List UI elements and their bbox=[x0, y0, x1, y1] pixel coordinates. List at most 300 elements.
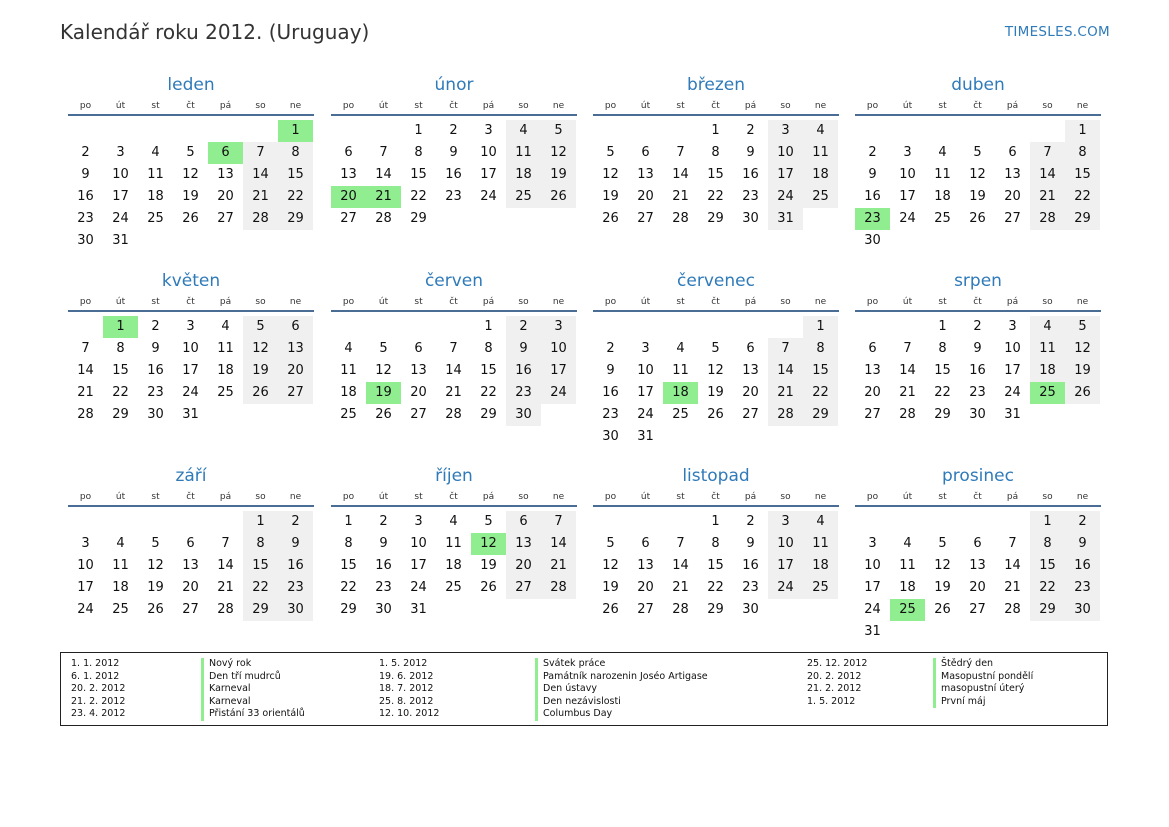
legend-holiday-name: Karneval bbox=[201, 696, 305, 709]
day-cell: 11 bbox=[112, 558, 129, 573]
day-cell: 21 bbox=[768, 382, 803, 404]
day-cell: 30 bbox=[77, 233, 94, 248]
weekday-label: čt bbox=[973, 101, 982, 111]
days-grid bbox=[331, 316, 576, 426]
day-cell: 7 bbox=[676, 145, 685, 160]
weekday-label: po bbox=[342, 297, 355, 307]
day-cell: 31 bbox=[182, 407, 199, 422]
day-cell: 28 bbox=[445, 407, 462, 422]
day-cell: 14 bbox=[899, 363, 916, 378]
empty-cell bbox=[1030, 120, 1065, 142]
day-cell: 20 bbox=[278, 360, 313, 382]
day-cell: 28 bbox=[243, 208, 278, 230]
legend-holiday-name: První máj bbox=[933, 696, 1033, 709]
day-cell: 17 bbox=[541, 360, 576, 382]
day-cell: 3 bbox=[1008, 319, 1017, 334]
empty-cell bbox=[890, 621, 925, 643]
empty-cell bbox=[1065, 621, 1100, 643]
day-cell: 31 bbox=[1004, 407, 1021, 422]
day-cell: 17 bbox=[864, 580, 881, 595]
weekday-header bbox=[593, 294, 839, 312]
day-cell: 22 bbox=[340, 580, 357, 595]
empty-cell bbox=[366, 120, 401, 142]
day-cell: 14 bbox=[217, 558, 234, 573]
day-cell: 27 bbox=[637, 211, 654, 226]
weekday-label: st bbox=[938, 101, 947, 111]
day-cell: 5 bbox=[379, 341, 388, 356]
day-cell: 3 bbox=[484, 123, 493, 138]
day-cell: 9 bbox=[278, 533, 313, 555]
day-cell: 29 bbox=[112, 407, 129, 422]
legend-holiday-name: Nový rok bbox=[201, 658, 305, 671]
day-cell: 17 bbox=[768, 164, 803, 186]
day-cell: 24 bbox=[1004, 385, 1021, 400]
day-cell: 8 bbox=[278, 142, 313, 164]
legend-holiday-name: Den tří mudrců bbox=[201, 671, 305, 684]
empty-cell bbox=[890, 230, 925, 252]
weekday-label: čt bbox=[449, 297, 458, 307]
day-cell: 2 bbox=[606, 341, 615, 356]
day-cell: 15 bbox=[803, 360, 838, 382]
month-červen bbox=[331, 268, 577, 426]
holiday-legend bbox=[60, 652, 1108, 726]
day-cell: 7 bbox=[768, 338, 803, 360]
weekday-label: čt bbox=[449, 101, 458, 111]
empty-cell bbox=[925, 621, 960, 643]
day-cell: 9 bbox=[449, 145, 458, 160]
day-cell: 8 bbox=[711, 145, 720, 160]
weekday-label: po bbox=[604, 297, 617, 307]
day-cell: 4 bbox=[1030, 316, 1065, 338]
empty-cell bbox=[506, 208, 541, 230]
day-cell: 18 bbox=[663, 382, 698, 404]
days-grid bbox=[593, 316, 838, 448]
weekday-header bbox=[855, 294, 1101, 312]
day-cell: 14 bbox=[1004, 558, 1021, 573]
day-cell: 5 bbox=[938, 536, 947, 551]
day-cell: 27 bbox=[742, 407, 759, 422]
day-cell: 13 bbox=[506, 533, 541, 555]
empty-cell bbox=[208, 404, 243, 426]
day-cell: 4 bbox=[221, 319, 230, 334]
day-cell: 27 bbox=[1004, 211, 1021, 226]
weekday-header bbox=[593, 98, 839, 116]
empty-cell bbox=[995, 621, 1030, 643]
day-cell: 21 bbox=[899, 385, 916, 400]
day-cell: 28 bbox=[217, 602, 234, 617]
empty-cell bbox=[768, 599, 803, 621]
day-cell: 19 bbox=[602, 189, 619, 204]
legend-date: 12. 10. 2012 bbox=[379, 708, 440, 720]
weekday-label: út bbox=[115, 492, 126, 502]
day-cell: 3 bbox=[116, 145, 125, 160]
day-cell: 7 bbox=[1008, 536, 1017, 551]
empty-cell bbox=[733, 316, 768, 338]
day-cell: 21 bbox=[243, 186, 278, 208]
day-cell: 13 bbox=[410, 363, 427, 378]
weekday-header bbox=[331, 294, 577, 312]
empty-cell bbox=[855, 120, 890, 142]
day-cell: 2 bbox=[278, 511, 313, 533]
day-cell: 6 bbox=[506, 511, 541, 533]
day-cell: 15 bbox=[278, 164, 313, 186]
weekday-header bbox=[593, 489, 839, 507]
day-cell: 6 bbox=[344, 145, 353, 160]
empty-cell bbox=[803, 208, 838, 230]
day-cell: 2 bbox=[973, 319, 982, 334]
empty-cell bbox=[960, 120, 995, 142]
day-cell: 11 bbox=[1030, 338, 1065, 360]
day-cell: 22 bbox=[1030, 577, 1065, 599]
month-září bbox=[68, 463, 314, 621]
legend-names-col-2 bbox=[535, 658, 708, 721]
day-cell: 19 bbox=[243, 360, 278, 382]
day-cell: 25 bbox=[934, 211, 951, 226]
day-cell: 13 bbox=[278, 338, 313, 360]
day-cell: 26 bbox=[934, 602, 951, 617]
day-cell: 9 bbox=[606, 363, 615, 378]
day-cell: 19 bbox=[480, 558, 497, 573]
legend-dates-col-1 bbox=[71, 658, 125, 721]
empty-cell bbox=[698, 316, 733, 338]
day-cell: 15 bbox=[707, 167, 724, 182]
empty-cell bbox=[68, 120, 103, 142]
day-cell: 15 bbox=[1065, 164, 1100, 186]
empty-cell bbox=[1030, 230, 1065, 252]
day-cell: 20 bbox=[864, 385, 881, 400]
day-cell: 12 bbox=[602, 167, 619, 182]
day-cell: 29 bbox=[410, 211, 427, 226]
day-cell: 5 bbox=[186, 145, 195, 160]
day-cell: 7 bbox=[676, 536, 685, 551]
day-cell: 26 bbox=[1065, 382, 1100, 404]
day-cell: 14 bbox=[243, 164, 278, 186]
days-grid bbox=[331, 511, 576, 621]
day-cell: 18 bbox=[147, 189, 164, 204]
day-cell: 16 bbox=[864, 189, 881, 204]
day-cell: 21 bbox=[541, 555, 576, 577]
weekday-label: út bbox=[115, 297, 126, 307]
day-cell: 13 bbox=[742, 363, 759, 378]
day-cell: 28 bbox=[672, 602, 689, 617]
day-cell: 4 bbox=[151, 145, 160, 160]
empty-cell bbox=[366, 316, 401, 338]
day-cell: 5 bbox=[606, 536, 615, 551]
day-cell: 10 bbox=[637, 363, 654, 378]
day-cell: 29 bbox=[1065, 208, 1100, 230]
weekday-label: út bbox=[902, 101, 913, 111]
empty-cell bbox=[401, 316, 436, 338]
weekday-label: út bbox=[902, 492, 913, 502]
day-cell: 5 bbox=[711, 341, 720, 356]
day-cell: 12 bbox=[243, 338, 278, 360]
day-cell: 15 bbox=[340, 558, 357, 573]
day-cell: 28 bbox=[77, 407, 94, 422]
weekday-label: so bbox=[255, 297, 266, 307]
day-cell: 22 bbox=[480, 385, 497, 400]
empty-cell bbox=[68, 316, 103, 338]
day-cell: 11 bbox=[506, 142, 541, 164]
day-cell: 29 bbox=[707, 602, 724, 617]
legend-holiday-name: Svátek práce bbox=[535, 658, 708, 671]
weekday-label: ne bbox=[1076, 492, 1089, 502]
day-cell: 25 bbox=[340, 407, 357, 422]
day-cell: 12 bbox=[969, 167, 986, 182]
day-cell: 20 bbox=[1004, 189, 1021, 204]
weekday-label: út bbox=[640, 297, 651, 307]
day-cell: 6 bbox=[208, 142, 243, 164]
weekday-label: ne bbox=[814, 101, 827, 111]
empty-cell bbox=[995, 511, 1030, 533]
day-cell: 26 bbox=[541, 186, 576, 208]
day-cell: 10 bbox=[182, 341, 199, 356]
weekday-header bbox=[331, 489, 577, 507]
day-cell: 25 bbox=[445, 580, 462, 595]
day-cell: 11 bbox=[934, 167, 951, 182]
day-cell: 6 bbox=[868, 341, 877, 356]
day-cell: 14 bbox=[768, 360, 803, 382]
day-cell: 25 bbox=[803, 577, 838, 599]
days-grid bbox=[593, 120, 838, 230]
empty-cell bbox=[436, 599, 471, 621]
day-cell: 1 bbox=[344, 514, 353, 529]
day-cell: 7 bbox=[379, 145, 388, 160]
day-cell: 10 bbox=[899, 167, 916, 182]
day-cell: 12 bbox=[471, 533, 506, 555]
day-cell: 24 bbox=[864, 602, 881, 617]
day-cell: 2 bbox=[449, 123, 458, 138]
day-cell: 22 bbox=[1065, 186, 1100, 208]
day-cell: 14 bbox=[445, 363, 462, 378]
weekday-label: pá bbox=[744, 492, 757, 502]
day-cell: 22 bbox=[243, 577, 278, 599]
day-cell: 29 bbox=[243, 599, 278, 621]
weekday-label: so bbox=[780, 101, 791, 111]
day-cell: 5 bbox=[484, 514, 493, 529]
day-cell: 29 bbox=[480, 407, 497, 422]
day-cell: 17 bbox=[112, 189, 129, 204]
day-cell: 23 bbox=[855, 208, 890, 230]
empty-cell bbox=[103, 511, 138, 533]
empty-cell bbox=[138, 511, 173, 533]
empty-cell bbox=[208, 230, 243, 252]
day-cell: 11 bbox=[899, 558, 916, 573]
day-cell: 9 bbox=[151, 341, 160, 356]
weekday-label: st bbox=[938, 297, 947, 307]
day-cell: 8 bbox=[1065, 142, 1100, 164]
empty-cell bbox=[138, 230, 173, 252]
day-cell: 1 bbox=[414, 123, 423, 138]
weekday-label: po bbox=[866, 492, 879, 502]
day-cell: 24 bbox=[541, 382, 576, 404]
day-cell: 22 bbox=[707, 189, 724, 204]
day-cell: 12 bbox=[934, 558, 951, 573]
day-cell: 15 bbox=[480, 363, 497, 378]
day-cell: 22 bbox=[934, 385, 951, 400]
day-cell: 26 bbox=[602, 602, 619, 617]
day-cell: 4 bbox=[903, 536, 912, 551]
day-cell: 5 bbox=[1065, 316, 1100, 338]
day-cell: 13 bbox=[864, 363, 881, 378]
day-cell: 7 bbox=[1030, 142, 1065, 164]
day-cell: 28 bbox=[899, 407, 916, 422]
days-grid bbox=[68, 511, 313, 621]
weekday-label: st bbox=[414, 101, 423, 111]
day-cell: 30 bbox=[506, 404, 541, 426]
day-cell: 6 bbox=[973, 536, 982, 551]
day-cell: 30 bbox=[375, 602, 392, 617]
legend-holiday-name: Den ústavy bbox=[535, 683, 708, 696]
day-cell: 2 bbox=[81, 145, 90, 160]
day-cell: 3 bbox=[768, 120, 803, 142]
day-cell: 19 bbox=[541, 164, 576, 186]
empty-cell bbox=[733, 426, 768, 448]
day-cell: 21 bbox=[672, 580, 689, 595]
empty-cell bbox=[960, 511, 995, 533]
empty-cell bbox=[995, 120, 1030, 142]
legend-dates-col-3 bbox=[807, 658, 867, 708]
weekday-label: pá bbox=[482, 101, 495, 111]
day-cell: 16 bbox=[742, 167, 759, 182]
day-cell: 8 bbox=[243, 533, 278, 555]
day-cell: 27 bbox=[278, 382, 313, 404]
day-cell: 19 bbox=[147, 580, 164, 595]
month-březen bbox=[593, 72, 839, 230]
weekday-label: so bbox=[518, 297, 529, 307]
weekday-label: pá bbox=[219, 297, 232, 307]
day-cell: 3 bbox=[768, 511, 803, 533]
day-cell: 10 bbox=[768, 142, 803, 164]
day-cell: 2 bbox=[379, 514, 388, 529]
weekday-label: so bbox=[1042, 101, 1053, 111]
legend-names-col-1 bbox=[201, 658, 305, 721]
legend-holiday-name: Štědrý den bbox=[933, 658, 1033, 671]
day-cell: 7 bbox=[449, 341, 458, 356]
empty-cell bbox=[278, 230, 313, 252]
day-cell: 24 bbox=[182, 385, 199, 400]
empty-cell bbox=[663, 120, 698, 142]
day-cell: 28 bbox=[672, 211, 689, 226]
empty-cell bbox=[628, 120, 663, 142]
day-cell: 26 bbox=[375, 407, 392, 422]
day-cell: 2 bbox=[746, 123, 755, 138]
weekday-label: po bbox=[79, 297, 92, 307]
weekday-label: ne bbox=[289, 101, 302, 111]
day-cell: 23 bbox=[602, 407, 619, 422]
empty-cell bbox=[243, 230, 278, 252]
day-cell: 4 bbox=[676, 341, 685, 356]
day-cell: 10 bbox=[1004, 341, 1021, 356]
weekday-header bbox=[331, 98, 577, 116]
day-cell: 2 bbox=[151, 319, 160, 334]
empty-cell bbox=[541, 404, 576, 426]
weekday-label: so bbox=[780, 492, 791, 502]
day-cell: 24 bbox=[768, 577, 803, 599]
day-cell: 29 bbox=[707, 211, 724, 226]
month-únor bbox=[331, 72, 577, 230]
day-cell: 25 bbox=[506, 186, 541, 208]
day-cell: 22 bbox=[707, 580, 724, 595]
weekday-label: po bbox=[866, 101, 879, 111]
weekday-label: út bbox=[378, 101, 389, 111]
weekday-label: so bbox=[1042, 492, 1053, 502]
day-cell: 15 bbox=[243, 555, 278, 577]
legend-date: 23. 4. 2012 bbox=[71, 708, 126, 720]
day-cell: 25 bbox=[217, 385, 234, 400]
weekday-label: st bbox=[676, 297, 685, 307]
day-cell: 10 bbox=[112, 167, 129, 182]
day-cell: 16 bbox=[969, 363, 986, 378]
weekday-label: čt bbox=[973, 492, 982, 502]
day-cell: 4 bbox=[449, 514, 458, 529]
day-cell: 18 bbox=[1030, 360, 1065, 382]
day-cell: 4 bbox=[938, 145, 947, 160]
day-cell: 20 bbox=[969, 580, 986, 595]
weekday-label: st bbox=[676, 101, 685, 111]
day-cell: 10 bbox=[410, 536, 427, 551]
day-cell: 16 bbox=[742, 558, 759, 573]
weekday-label: ne bbox=[814, 297, 827, 307]
day-cell: 23 bbox=[375, 580, 392, 595]
day-cell: 4 bbox=[116, 536, 125, 551]
day-cell: 10 bbox=[541, 338, 576, 360]
empty-cell bbox=[471, 599, 506, 621]
day-cell: 16 bbox=[147, 363, 164, 378]
weekday-header bbox=[68, 489, 314, 507]
day-cell: 26 bbox=[147, 602, 164, 617]
weekday-label: po bbox=[604, 492, 617, 502]
day-cell: 21 bbox=[1004, 580, 1021, 595]
weekday-label: út bbox=[115, 101, 126, 111]
weekday-label: ne bbox=[814, 492, 827, 502]
day-cell: 2 bbox=[868, 145, 877, 160]
day-cell: 19 bbox=[602, 580, 619, 595]
day-cell: 13 bbox=[637, 558, 654, 573]
day-cell: 1 bbox=[803, 316, 838, 338]
day-cell: 17 bbox=[182, 363, 199, 378]
empty-cell bbox=[173, 230, 208, 252]
day-cell: 17 bbox=[480, 167, 497, 182]
empty-cell bbox=[890, 120, 925, 142]
day-cell: 12 bbox=[182, 167, 199, 182]
day-cell: 19 bbox=[707, 385, 724, 400]
day-cell: 19 bbox=[1065, 360, 1100, 382]
day-cell: 1 bbox=[711, 514, 720, 529]
day-cell: 19 bbox=[182, 189, 199, 204]
legend-date: 6. 1. 2012 bbox=[71, 670, 120, 682]
day-cell: 11 bbox=[445, 536, 462, 551]
weekday-label: pá bbox=[744, 297, 757, 307]
empty-cell bbox=[663, 316, 698, 338]
day-cell: 7 bbox=[903, 341, 912, 356]
weekday-label: so bbox=[1042, 297, 1053, 307]
day-cell: 27 bbox=[217, 211, 234, 226]
day-cell: 30 bbox=[1065, 599, 1100, 621]
day-cell: 26 bbox=[480, 580, 497, 595]
day-cell: 14 bbox=[375, 167, 392, 182]
empty-cell bbox=[208, 120, 243, 142]
brand-link[interactable]: TIMESLES.COM bbox=[1004, 24, 1110, 40]
day-cell: 28 bbox=[768, 404, 803, 426]
weekday-label: so bbox=[518, 101, 529, 111]
day-cell: 21 bbox=[672, 189, 689, 204]
empty-cell bbox=[278, 404, 313, 426]
day-cell: 5 bbox=[973, 145, 982, 160]
empty-cell bbox=[855, 316, 890, 338]
month-name: červenec bbox=[677, 271, 755, 291]
day-cell: 11 bbox=[672, 363, 689, 378]
day-cell: 6 bbox=[414, 341, 423, 356]
